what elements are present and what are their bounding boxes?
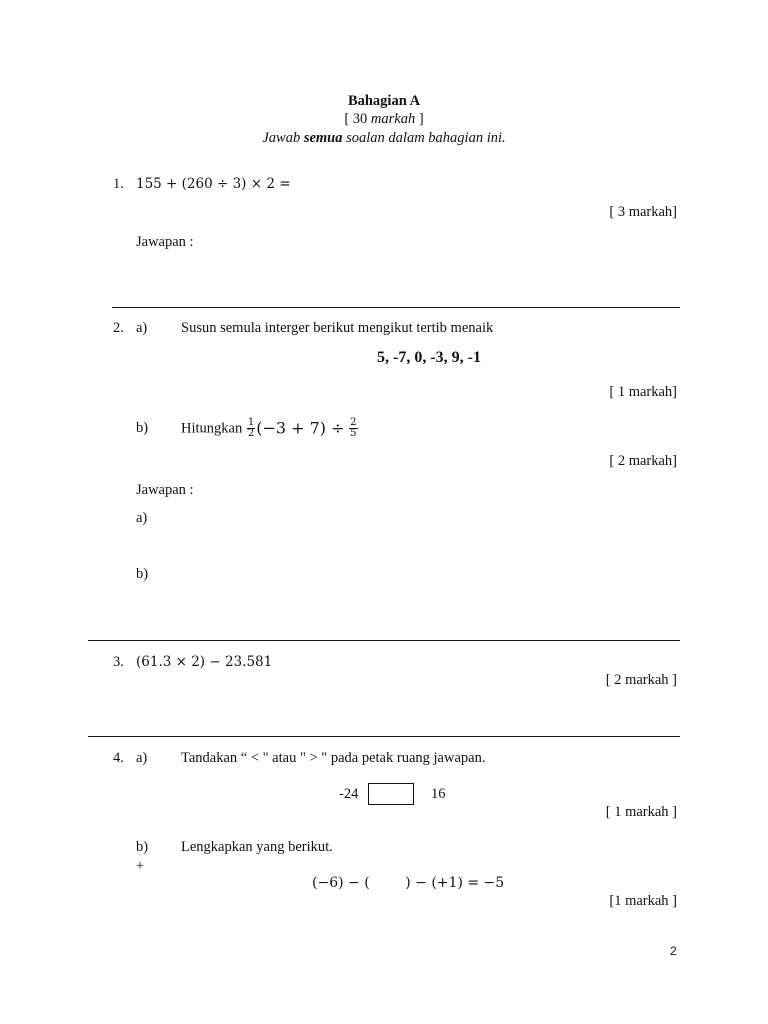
q2b-label: b): [136, 420, 149, 436]
divider-q3: [88, 736, 680, 737]
q4a-answer-box[interactable]: [368, 783, 414, 805]
instruction-post: soalan dalam bahagian ini.: [342, 130, 506, 146]
q2b-frac2-den: 5: [350, 428, 357, 440]
q1-answer-label: Jawapan :: [136, 234, 194, 250]
section-marks: [0, 111, 768, 128]
q2b-text: Hitungkan: [181, 420, 243, 437]
q2-answer-label: Jawapan :: [136, 482, 194, 498]
q4b-text: Lengkapkan yang berikut.: [181, 839, 333, 855]
q2b-fraction-half: [247, 418, 255, 439]
q2b-line: [181, 411, 359, 445]
q2b-marks: [ 2 markah]: [609, 453, 677, 469]
q4b-plus: +: [136, 858, 145, 874]
instruction-bold: semua: [303, 130, 343, 146]
q2a-text: Susun semula interger berikut mengikut tertib menaik: [181, 320, 494, 336]
q2a-marks: [ 1 markah]: [609, 384, 677, 400]
q1-expression: 155 + (260 ÷ 3) × 2 =: [136, 176, 291, 192]
q1-number: 1.: [113, 176, 124, 192]
q4a-left-number: -24: [339, 786, 359, 802]
q4b-marks: [1 markah ]: [609, 893, 677, 909]
q2-answer-a: a): [136, 510, 148, 526]
q3-number: 3.: [113, 654, 124, 670]
marks-word: markah: [370, 111, 416, 127]
instruction-pre: Jawab: [262, 130, 304, 146]
q2b-frac1-den: 2: [247, 428, 255, 440]
q2a-numbers: 5, -7, 0, -3, 9, -1: [377, 349, 481, 366]
q4a-marks: [ 1 markah ]: [605, 804, 677, 820]
q3-expression: (61.3 × 2) − 23.581: [136, 654, 273, 670]
q2b-fraction-two-fifths: [349, 418, 357, 439]
section-instruction: [0, 130, 768, 147]
q2-number: 2.: [113, 320, 124, 336]
q2b-expression: (−3 + 7) ÷: [256, 418, 345, 438]
q4-number: 4.: [113, 750, 124, 766]
q2b-frac2-num: 2: [350, 417, 357, 429]
section-title: Bahagian A: [347, 93, 421, 109]
q4a-text: Tandakan “ < " atau " > " pada petak ruang jawapan.: [181, 750, 486, 766]
q3-marks: [ 2 markah ]: [605, 672, 677, 688]
divider-q2: [88, 640, 680, 641]
q2-answer-b: b): [136, 566, 149, 582]
q4b-expression: (−6) − ( ) − (+1) = −5: [312, 875, 505, 891]
q4a-right-number: 16: [431, 786, 446, 802]
marks-open: [ 30: [344, 111, 371, 127]
q4a-label: a): [136, 750, 148, 766]
q2a-label: a): [136, 320, 148, 336]
divider-q1: [112, 307, 680, 308]
q1-marks: [ 3 markah]: [609, 204, 677, 220]
q2b-frac1-num: 1: [247, 417, 255, 429]
q4b-label: b): [136, 839, 149, 855]
page-number: 2: [670, 944, 677, 958]
marks-close: ]: [415, 111, 424, 127]
